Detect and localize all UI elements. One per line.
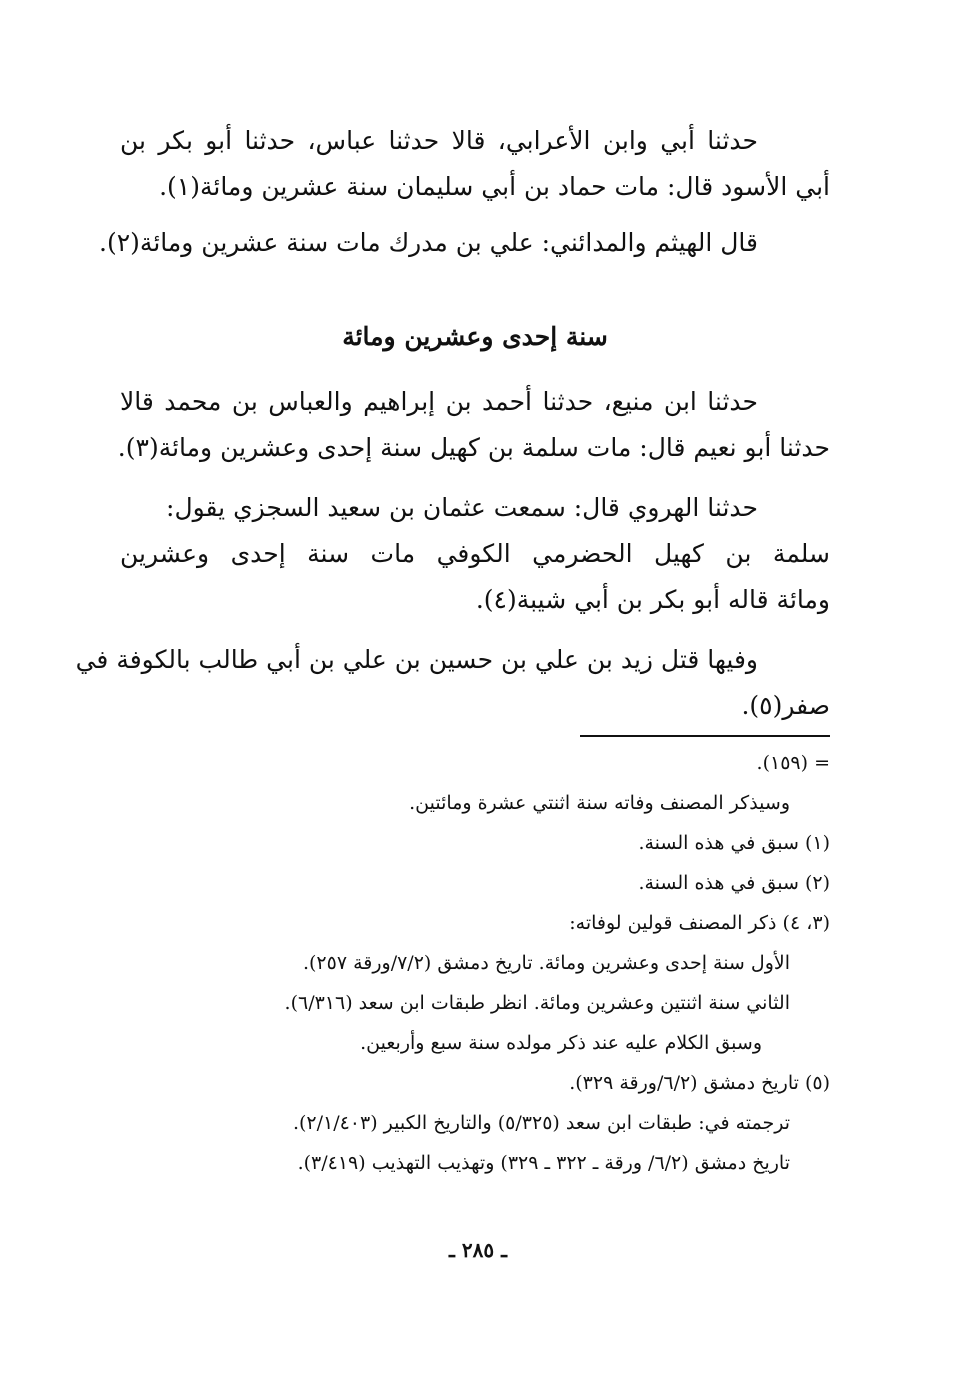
paragraph-line: حدثنا الهروي قال: سمعت عثمان بن سعيد السجزي يقول: <box>166 493 758 522</box>
paragraph-line: ومائة قاله أبو بكر بن أبي شيبة(٤). <box>475 585 830 614</box>
paragraph-line: صفر(٥). <box>741 691 830 720</box>
footnote-2: (٢) سبق في هذه السنة. <box>638 872 830 894</box>
paragraph-line: أبي الأسود قال: مات حماد بن أبي سليمان سنة عشرين ومائة(١). <box>159 172 830 201</box>
paragraph-line: قال الهيثم والمدائني: علي بن مدرك مات سنة عشرين ومائة(٢). <box>99 228 758 257</box>
paragraph-2 <box>99 220 830 266</box>
footnote-text: ترجمته في: طبقات ابن سعد (٥/٣٢٥) والتاريخ الكبير (٢/١/٤٠٣). <box>292 1112 790 1134</box>
paragraph-line: حدثنا أبي وابن الأعرابي، قالا حدثنا عباس، حدثنا أبو بكر بن <box>120 126 758 155</box>
footnotes <box>120 743 830 1183</box>
paragraph-4 <box>120 485 830 623</box>
footnote-text: الأول سنة إحدى وعشرين ومائة. تاريخ دمشق (٧/٢/ورقة ٢٥٧). <box>302 952 790 974</box>
footnote-text: تاريخ دمشق (٦/٢/ ورقة ـ ٣٢٢ ـ ٣٢٩) وتهذيب التهذيب (٣/٤١٩). <box>297 1152 790 1174</box>
footnote-text: الثاني سنة اثنتين وعشرين ومائة. انظر طبقات ابن سعد (٦/٣١٦). <box>284 992 790 1014</box>
paragraph-3 <box>117 379 830 471</box>
footnote-text: وسبق الكلام عليه عند ذكر مولده سنة سبع وأربعين. <box>360 1032 762 1054</box>
footnote-text: وسيذكر المصنف وفاته سنة اثنتي عشرة ومائتين. <box>409 792 790 814</box>
footnote-5: (٥) تاريخ دمشق (٦/٢/ورقة ٣٢٩). <box>569 1072 830 1094</box>
paragraph-line: حدثنا ابن منيع، حدثنا أحمد بن إبراهيم والعباس بن محمد قالا <box>120 387 758 416</box>
page-number: ـ ٢٨٥ ـ <box>449 1238 507 1262</box>
paragraph-line: حدثنا أبو نعيم قال: مات سلمة بن كهيل سنة إحدى وعشرين ومائة(٣). <box>117 433 830 462</box>
footnote-1: (١) سبق في هذه السنة. <box>638 832 830 854</box>
page-content <box>75 118 830 1183</box>
footnote-divider <box>580 735 830 737</box>
footnote-3-4: (٣، ٤) ذكر المصنف قولين لوفاته: <box>569 912 830 934</box>
footnote-continuation: = (١٥٩). <box>756 752 830 774</box>
paragraph-line: سلمة بن كهيل الحضرمي الكوفي مات سنة إحدى وعشرين <box>120 539 830 568</box>
paragraph-5 <box>75 637 830 729</box>
section-heading: سنة إحدى وعشرين ومائة <box>342 322 608 351</box>
paragraph-line: وفيها قتل زيد بن علي بن حسين بن علي بن أبي طالب بالكوفة في <box>75 645 758 674</box>
paragraph-1 <box>120 118 830 210</box>
